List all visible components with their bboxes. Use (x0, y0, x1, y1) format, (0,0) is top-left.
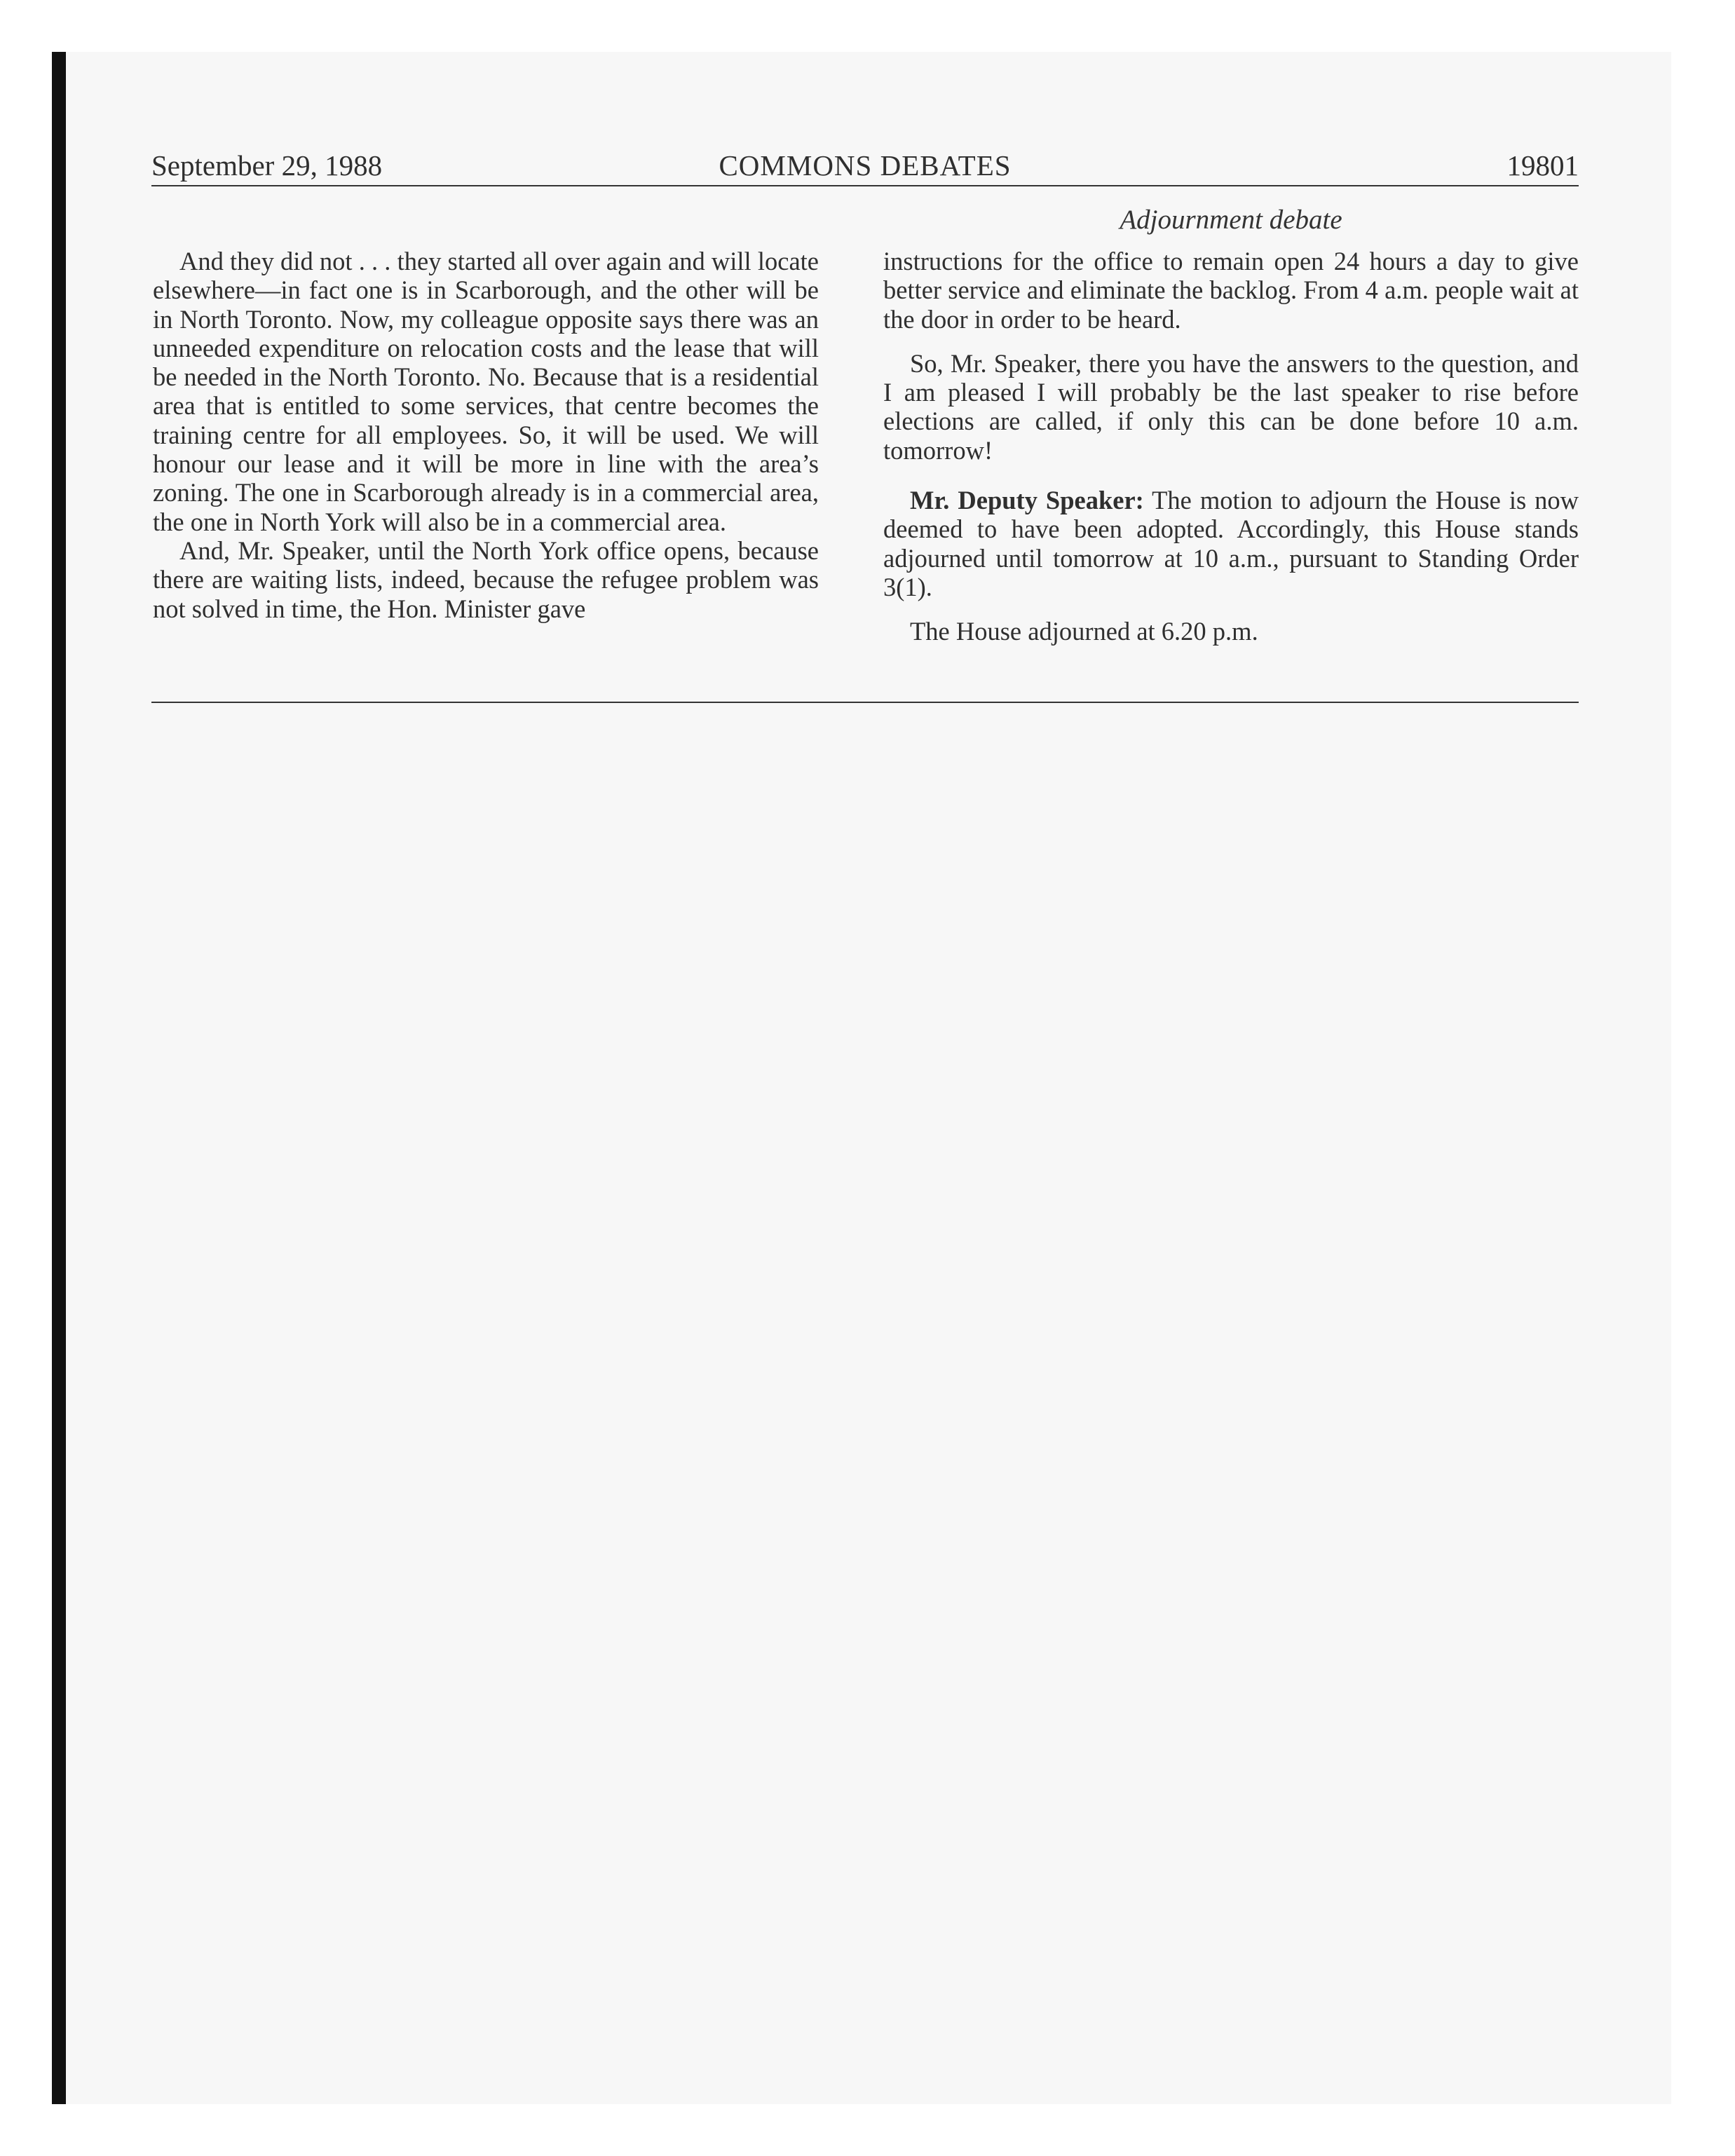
right-paragraph-2: So, Mr. Speaker, there you have the answers to the question, and I am pleased I will probably be the last speaker to rise before elections are called, if only this can be done before 10 a.m. tomorrow! (883, 348, 1579, 465)
header-rule (151, 185, 1579, 186)
section-title: Adjournment debate (1120, 205, 1342, 235)
speaker-name: Mr. Deputy Speaker: (910, 486, 1144, 515)
header-publication: COMMONS DEBATES (719, 149, 1012, 182)
left-paragraph-2: And, Mr. Speaker, until the North York office opens, because there are waiting lists, indeed, because the refugee problem was not solved in time, the Hon. Minister gave (153, 535, 819, 623)
right-paragraph-3 (883, 486, 1579, 601)
header-page-number: 19801 (1506, 149, 1579, 182)
left-column (153, 247, 819, 623)
right-paragraph-4: The House adjourned at 6.20 p.m. (910, 617, 1258, 646)
speaker-statement: The motion to adjourn the House is now deemed to have been adopted. Accordingly, this House stands adjourned until tomorrow at 10 a.m., pursuant to Standing Order 3(1). (883, 486, 1579, 601)
header-date: September 29, 1988 (151, 149, 383, 182)
left-paragraph-1: And they did not . . . they started all over again and will locate elsewhere—in fact one is in Scarborough, and the other will be in North Toronto. Now, my colleague opposite says there was an unneeded expenditure on relocation costs and the lease that will be needed in the North Toronto. No. Because that is a residential area that is entitled to some services, that centre becomes the training centre for all employees. So, it will be used. We will honour our lease and it will be more in line with the area’s zoning. The one in Scarborough already is in a commercial area, the one in North York will also be in a commercial area. (153, 247, 819, 536)
right-column (883, 247, 1579, 646)
right-paragraph-1: instructions for the office to remain open 24 hours a day to give better service and eliminate the backlog. From 4 a.m. people wait at the door in order to be heard. (883, 247, 1579, 334)
binding-edge (52, 52, 66, 2104)
running-head (151, 144, 1579, 186)
footer-rule (151, 702, 1579, 703)
